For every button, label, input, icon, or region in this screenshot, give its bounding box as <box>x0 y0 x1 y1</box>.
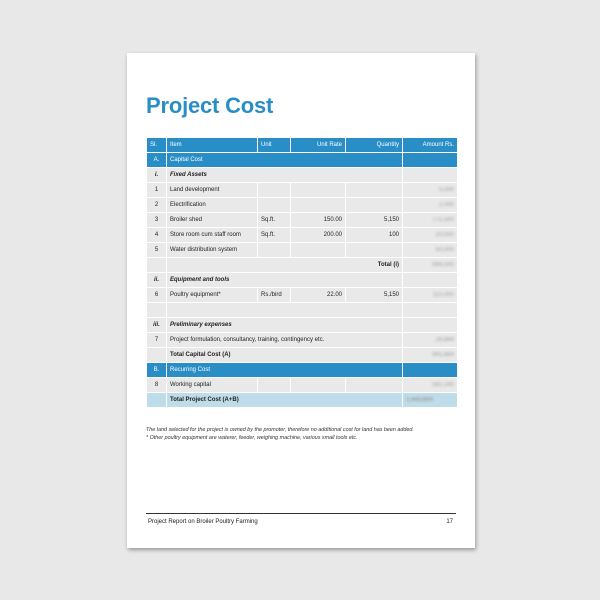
unit-rate-cell <box>291 243 345 257</box>
unit-cell <box>258 198 290 212</box>
serial-cell <box>147 318 166 332</box>
amount-cell <box>403 348 457 362</box>
column-header: Quantity <box>346 138 402 152</box>
grand-total-row <box>147 393 457 407</box>
cell-text: Preliminary expenses <box>170 322 232 328</box>
project-cost-table <box>146 137 458 408</box>
cell-text: Project formulation, consultancy, training, contingency etc. <box>170 337 325 343</box>
section-title-cell <box>167 363 402 377</box>
quantity-cell <box>346 288 402 302</box>
column-header: Unit <box>258 138 290 152</box>
table-cell <box>403 168 457 182</box>
cell-text: Total Project Cost (A+B) <box>170 397 239 403</box>
serial-cell <box>147 153 166 167</box>
serial-cell <box>147 393 166 407</box>
footnote: The land selected for the project is owned by the promoter, therefore no additional cost for land has been added. <box>146 427 414 433</box>
subheading-row <box>147 168 457 182</box>
amount-value: 1,563,804 <box>406 397 433 403</box>
serial-cell <box>147 363 166 377</box>
cell-text: Total (i) <box>377 262 399 268</box>
cell-text: Broiler shed <box>170 217 203 223</box>
document-page <box>127 53 475 548</box>
amount-cell <box>403 243 457 257</box>
item-cell <box>167 393 402 407</box>
cell-text: 200.00 <box>323 232 342 238</box>
cell-text: Land development <box>170 187 220 193</box>
section-row <box>147 363 457 377</box>
cell-text: Fixed Assets <box>170 172 207 178</box>
serial-cell <box>147 348 166 362</box>
amount-cell <box>403 183 457 197</box>
cell-text: Capital Cost <box>170 157 203 163</box>
amount-value: 113,300 <box>432 292 454 298</box>
cell-text: Water distribution system <box>170 247 238 253</box>
table-cell <box>167 303 402 317</box>
cell-text: B. <box>153 367 160 373</box>
quantity-cell <box>346 228 402 242</box>
amount-cell <box>403 393 457 407</box>
item-cell <box>167 213 257 227</box>
cell-text: Sq.ft. <box>261 217 276 223</box>
amount-value: 991,664 <box>432 352 454 358</box>
cell-text: Recurring Cost <box>170 367 211 373</box>
table-header-row <box>147 138 457 152</box>
cell-text: 1 <box>154 187 159 193</box>
unit-rate-cell <box>291 378 345 392</box>
cell-text: Store room cum staff room <box>170 232 241 238</box>
subheading-cell <box>167 273 402 287</box>
amount-cell <box>403 213 457 227</box>
amount-cell <box>403 288 457 302</box>
amount-cell <box>403 258 457 272</box>
serial-cell <box>147 168 166 182</box>
cell-text: 5 <box>154 247 159 253</box>
amount-value: 772,500 <box>432 217 454 223</box>
item-cell <box>167 333 402 347</box>
cell-text: Equipment and tools <box>170 277 230 283</box>
column-header: Item <box>167 138 257 152</box>
unit-cell <box>258 228 290 242</box>
unit-cell <box>258 288 290 302</box>
cell-text: 4 <box>154 232 159 238</box>
cell-text: 22.00 <box>326 292 342 298</box>
unit-cell <box>258 243 290 257</box>
amount-cell <box>403 378 457 392</box>
subtotal-label-cell <box>167 258 402 272</box>
table-cell <box>403 363 457 377</box>
amount-value: 50,000 <box>435 247 454 253</box>
amount-cell <box>403 333 457 347</box>
serial-cell <box>147 183 166 197</box>
table-cell <box>403 318 457 332</box>
item-cell <box>167 183 257 197</box>
footer-divider <box>146 513 456 514</box>
item-cell <box>167 288 257 302</box>
footnotes <box>146 426 461 442</box>
subtotal-row <box>147 258 457 272</box>
serial-cell <box>147 378 166 392</box>
amount-cell <box>403 198 457 212</box>
cell-text: 3 <box>154 217 159 223</box>
unit-rate-cell <box>291 213 345 227</box>
table-row <box>147 288 457 302</box>
serial-cell <box>147 273 166 287</box>
amount-value: 28,864 <box>435 337 454 343</box>
subheading-row <box>147 318 457 332</box>
unit-cell <box>258 183 290 197</box>
subheading-cell <box>167 318 402 332</box>
section-row <box>147 153 457 167</box>
table-row <box>147 228 457 242</box>
table-cell <box>147 303 166 317</box>
table-cell <box>403 273 457 287</box>
table-body <box>147 153 457 407</box>
cell-text: 2 <box>154 202 159 208</box>
cell-text: Rs./bird <box>261 292 282 298</box>
table-cell <box>403 303 457 317</box>
footer-title: Project Report on Broiler Poultry Farming <box>148 519 258 525</box>
unit-rate-cell <box>291 228 345 242</box>
cell-text: 150.00 <box>323 217 342 223</box>
quantity-cell <box>346 213 402 227</box>
unit-cell <box>258 213 290 227</box>
item-cell <box>167 228 257 242</box>
quantity-cell <box>346 183 402 197</box>
unit-rate-cell <box>291 183 345 197</box>
total-row <box>147 348 457 362</box>
serial-cell <box>147 198 166 212</box>
table-row <box>147 213 457 227</box>
item-cell <box>167 378 257 392</box>
item-cell <box>167 348 402 362</box>
section-title-cell <box>167 153 402 167</box>
unit-rate-cell <box>291 198 345 212</box>
page-title: Project Cost <box>146 93 274 118</box>
table-row <box>147 333 457 347</box>
amount-cell <box>403 228 457 242</box>
column-header: Amount Rs. <box>403 138 457 152</box>
subheading-cell <box>167 168 402 182</box>
unit-cell <box>258 378 290 392</box>
table-row <box>147 198 457 212</box>
unit-rate-cell <box>291 288 345 302</box>
page-number: 17 <box>446 519 453 525</box>
serial-cell <box>147 333 166 347</box>
cell-text: 7 <box>154 337 159 343</box>
cell-text: 5,150 <box>383 217 399 223</box>
footnote: * Other poultry equipment are waterer, feeder, weighing machine, various small tools etc. <box>146 435 358 441</box>
amount-value: 582,140 <box>432 382 454 388</box>
serial-cell <box>147 228 166 242</box>
table-row <box>147 378 457 392</box>
quantity-cell <box>346 378 402 392</box>
cell-text: i. <box>154 172 159 178</box>
amount-value: 849,500 <box>432 262 454 268</box>
blank-row <box>147 303 457 317</box>
cell-text: iii. <box>153 322 160 328</box>
cell-text: Electrification <box>170 202 206 208</box>
serial-cell <box>147 243 166 257</box>
cell-text: 6 <box>154 292 159 298</box>
item-cell <box>167 198 257 212</box>
column-header: Unit Rate <box>291 138 345 152</box>
cell-text: Sq.ft. <box>261 232 276 238</box>
cell-text: ii. <box>153 277 159 283</box>
serial-cell <box>147 288 166 302</box>
cell-text: Total Capital Cost (A) <box>170 352 231 358</box>
subheading-row <box>147 273 457 287</box>
table-cell <box>403 153 457 167</box>
amount-value: 2,000 <box>438 202 454 208</box>
cell-text: Working capital <box>170 382 211 388</box>
amount-value: 5,000 <box>438 187 454 193</box>
quantity-cell <box>346 243 402 257</box>
cell-text: A. <box>153 157 160 163</box>
serial-cell <box>147 213 166 227</box>
cell-text: Poultry equipment* <box>170 292 221 298</box>
table-cell <box>147 258 166 272</box>
amount-value: 20,000 <box>435 232 454 238</box>
cell-text: 8 <box>154 382 159 388</box>
cell-text: 5,150 <box>383 292 399 298</box>
column-header: Sl. <box>147 138 166 152</box>
table-row <box>147 243 457 257</box>
table-row <box>147 183 457 197</box>
cell-text: 100 <box>388 232 399 238</box>
item-cell <box>167 243 257 257</box>
quantity-cell <box>346 198 402 212</box>
